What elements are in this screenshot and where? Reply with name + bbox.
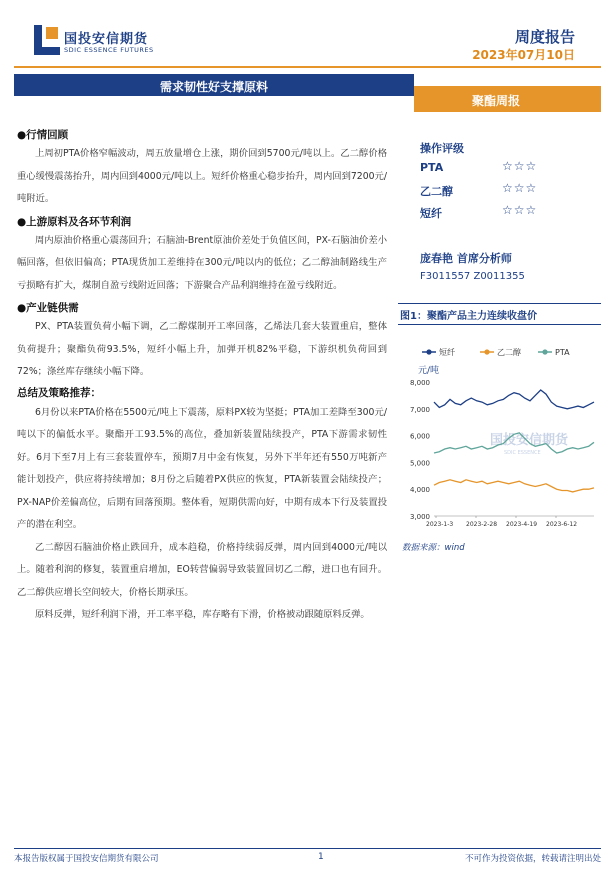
report-category: 聚酯周报: [472, 94, 521, 108]
rating-row-psf: [400, 203, 600, 222]
figure-title: 图1：聚酯产品主力连续收盘价: [400, 311, 537, 322]
page-number: 1: [318, 852, 324, 862]
y-tick-label: 3,000: [409, 513, 430, 521]
footer-divider: [14, 848, 601, 849]
figure-divider-bottom: [398, 324, 601, 325]
summary-paragraph-1: 6月份以来PTA价格在5500元/吨上下震荡，原料PX较为坚挺；PTA加工差降至300元/吨以下的偏低水平。聚酯开工93.5%的高位，叠加新装置陆续投产，PTA下游需求韧性好。6月下至7月上有三套装置停车，预期7月中金有恢复，另外下半年还有550万吨新产能计划投产，供应将持续增加；8月份之后随着PX供应的恢复，PTA新装置会陆续投产；PX-NAP价差偏高位，后期有回落预期。整体看，短期供需向好，中期有成本下行及装置投产的潜在利空。: [17, 406, 387, 530]
rating-row-pta: [400, 159, 600, 178]
rating-name: 短纤: [420, 207, 442, 220]
price-chart: [398, 340, 603, 535]
y-tick-label: 6,000: [409, 432, 430, 441]
main-content: [17, 124, 387, 627]
rating-row-meg: [400, 181, 600, 200]
report-date: 2023年07月10日: [472, 48, 575, 62]
analyst-ids: F3011557 Z0011355: [420, 271, 525, 282]
legend-label: 乙二醇: [497, 348, 521, 357]
y-tick-label: 8,000: [409, 379, 430, 387]
x-tick-label: 2023-4-19: [506, 521, 538, 528]
market-review-text: 上周初PTA价格窄幅波动，周五放量增仓上涨，期价回到5700元/吨以上。乙二醇价格重心缓慢震荡抬升，周内回到4000元/吨以上。短纤价格重心稳步抬升，周内回到7200元/吨附近。: [17, 148, 387, 204]
star-icon: ☆☆☆: [502, 181, 538, 195]
star-icon: ☆☆☆: [502, 203, 538, 217]
summary-paragraph-3: 原料反弹，短纤利润下滑，开工率平稳，库存略有下滑，价格被动跟随原料反弹。: [35, 609, 370, 620]
legend-label: PTA: [555, 348, 570, 357]
y-unit-label: 元/吨: [418, 366, 440, 376]
rating-title: 操作评级: [420, 142, 464, 155]
supply-demand-text: PX、PTA装置负荷小幅下调，乙二醇煤制开工率回落，乙烯法几套大装置重启，整体负荷提升；聚酯负荷93.5%，短纤小幅上升，加弹开机82%平稳，下游织机负荷回到72%；涤丝库存继续小幅下降。: [17, 321, 387, 377]
y-tick-label: 4,000: [409, 486, 430, 495]
footer-disclaimer: 不可作为投资依据，转载请注明出处: [464, 854, 601, 864]
rating-name: 乙二醇: [420, 185, 453, 198]
figure-source: 数据来源：wind: [402, 543, 465, 553]
logo-cn: 国投安信期货: [64, 32, 149, 47]
company-logo: [34, 25, 194, 59]
title-bar: [14, 74, 414, 96]
report-title: 需求韧性好支撑原料: [159, 80, 268, 94]
footer-copyright: 本报告版权属于国投安信期货有限公司: [14, 854, 159, 864]
logo-mark-icon: [34, 25, 60, 55]
star-icon: ☆☆☆: [502, 159, 538, 173]
summary-paragraph-2: 乙二醇因石脑油价格止跌回升，成本趋稳，价格持续弱反弹，周内回到4000元/吨以上。随着利润的修复，装置重启增加，EO转营偏弱导致装置回切乙二醇，进口也有回升。乙二醇供应增长空间较大，价格长期承压。: [17, 541, 387, 598]
x-tick-label: 2023-1-3: [426, 521, 454, 528]
legend-label: 短纤: [439, 348, 455, 357]
report-type: 周度报告: [514, 28, 575, 46]
analyst-name: 庞春艳 首席分析师: [420, 252, 512, 265]
header-divider: [14, 66, 601, 68]
watermark-en: SDIC ESSENCE: [504, 450, 541, 456]
x-tick-label: 2023-2-28: [466, 521, 498, 528]
rating-name: PTA: [420, 161, 444, 174]
legend-marker: [484, 349, 489, 354]
y-tick-label: 5,000: [409, 459, 430, 468]
legend-marker: [426, 349, 431, 354]
series-line-短纤: [434, 390, 594, 409]
watermark-text: 国投安信期货: [490, 433, 569, 448]
category-bar: [414, 86, 601, 112]
series-line-乙二醇: [434, 480, 594, 492]
section-heading-summary: 总结及策略推荐：: [17, 386, 101, 399]
legend-marker: [542, 349, 547, 354]
sidebar: [400, 140, 600, 222]
y-tick-label: 7,000: [409, 405, 430, 414]
section-heading-supply-demand: ●产业链供需: [17, 302, 79, 314]
section-heading-upstream: ●上游原料及各环节利润: [17, 215, 132, 228]
logo-en: SDIC ESSENCE FUTURES: [64, 46, 154, 54]
figure-divider-top: [398, 303, 601, 304]
section-heading-market-review: ●行情回顾: [17, 129, 69, 141]
upstream-text: 周内原油价格重心震荡回升；石脑油-Brent原油价差处于负值区间，PX-石脑油价差小幅回落，但依旧偏高；PTA现货加工差维持在300元/吨以内的低位；乙二醇油制路线生产亏损略有扩大，煤制自盈亏线附近回落；下游聚合产品利润维持在盈亏线附近。: [17, 234, 387, 291]
x-tick-label: 2023-6-12: [546, 521, 578, 528]
